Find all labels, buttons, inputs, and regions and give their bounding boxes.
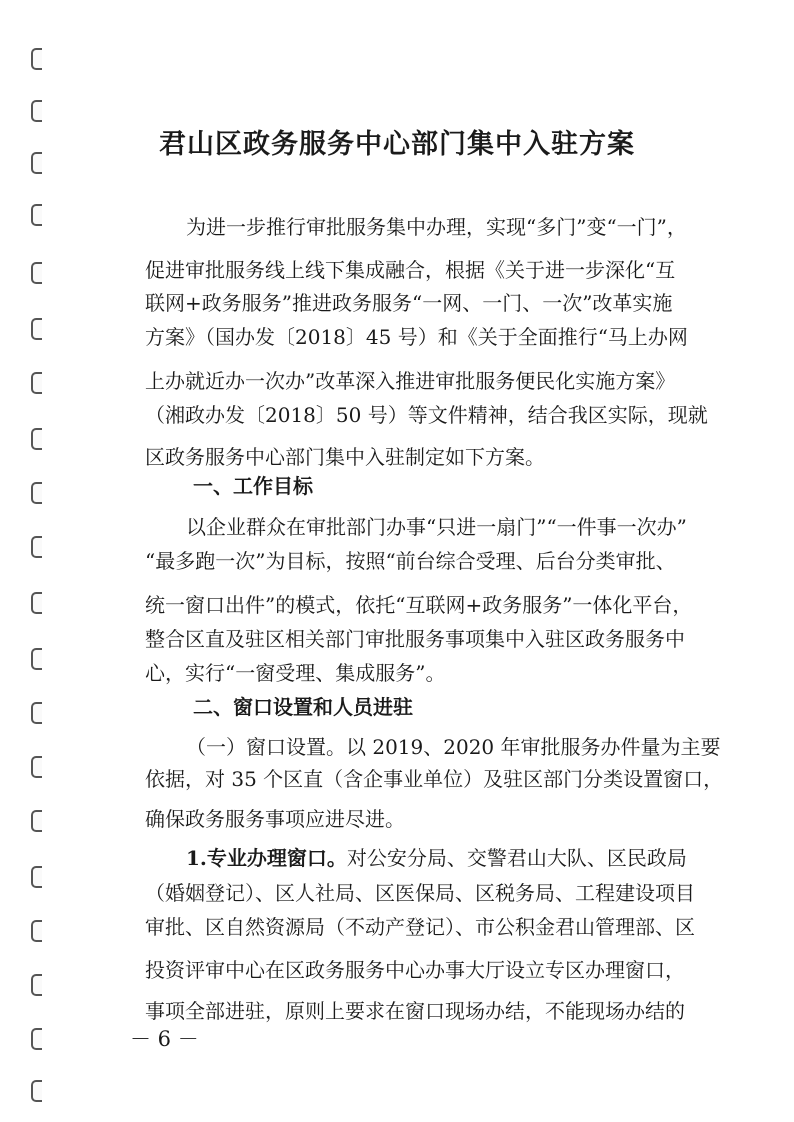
goals-line: “最多跑一次”为目标，按照“前台综合受理、后台分类审批、 xyxy=(145,549,676,573)
binding-hole xyxy=(31,536,42,558)
goals-line: 心，实行“一窗受理、集成服务”。 xyxy=(145,661,446,685)
intro-line: 上办就近办一次办”改革深入推进审批服务便民化实施方案》 xyxy=(145,369,676,393)
goals-line: 整合区直及驻区相关部门审批服务事项集中入驻区政务服务中 xyxy=(145,627,685,651)
binding-hole xyxy=(31,810,42,832)
professional-window-line xyxy=(186,845,687,871)
intro-line: 区政务服务中心部门集中入驻制定如下方案。 xyxy=(145,445,545,469)
page-number: － 6 － xyxy=(130,1027,199,1051)
professional-window-line: （婚姻登记）、区人社局、区医保局、区税务局、工程建设项目 xyxy=(145,881,695,905)
binding-hole xyxy=(31,974,42,996)
goals-line: 以企业群众在审批部门办事“只进一扇门”“一件事一次办” xyxy=(186,515,687,539)
binding-hole xyxy=(31,262,42,284)
binding-hole xyxy=(31,482,42,504)
intro-line: 促进审批服务线上线下集成融合，根据《关于进一步深化“互 xyxy=(145,258,676,282)
window-setup-text: 以 2019、2020 年审批服务办件量为主要 xyxy=(346,735,721,759)
window-setup-line: 依据，对 35 个区直（含企事业单位）及驻区部门分类设置窗口， xyxy=(145,767,724,791)
binding-holes xyxy=(26,0,46,1122)
section-heading-windows: 二、窗口设置和人员进驻 xyxy=(193,695,413,719)
binding-hole xyxy=(31,592,42,614)
binding-hole xyxy=(31,866,42,888)
window-setup-line: 确保政务服务事项应进尽进。 xyxy=(145,807,405,831)
section-heading-goals: 一、工作目标 xyxy=(193,474,313,498)
binding-hole xyxy=(31,100,42,122)
professional-window-line: 审批、区自然资源局（不动产登记）、市公积金君山管理部、区 xyxy=(145,915,695,939)
document-title: 君山区政务服务中心部门集中入驻方案 xyxy=(159,129,635,160)
window-setup-line xyxy=(186,734,721,760)
binding-hole xyxy=(31,756,42,778)
binding-hole xyxy=(31,1028,42,1050)
professional-window-line: 投资评审中心在区政务服务中心办事大厅设立专区办理窗口， xyxy=(145,958,685,982)
intro-line: 方案》（国办发〔2018〕45 号）和《关于全面推行“马上办网 xyxy=(145,325,688,349)
goals-line: 统一窗口出件”的模式，依托“互联网+政务服务”一体化平台， xyxy=(145,593,693,617)
professional-window-text: 对公安分局、交警君山大队、区民政局 xyxy=(346,846,687,870)
binding-hole xyxy=(31,372,42,394)
binding-hole xyxy=(31,1080,42,1102)
intro-line: 联网+政务服务”推进政务服务“一网、一门、一次”改革实施 xyxy=(145,291,673,315)
binding-hole xyxy=(31,48,42,70)
binding-hole xyxy=(31,428,42,450)
intro-line: （湘政办发〔2018〕50 号）等文件精神，结合我区实际，现就 xyxy=(145,403,708,427)
binding-hole xyxy=(31,318,42,340)
window-setup-lead: （一）窗口设置。 xyxy=(186,735,346,759)
binding-hole xyxy=(31,204,42,226)
professional-window-lead: 1.专业办理窗口。 xyxy=(186,846,347,870)
professional-window-line: 事项全部进驻，原则上要求在窗口现场办结，不能现场办结的 xyxy=(145,999,685,1023)
intro-line: 为进一步推行审批服务集中办理，实现“多门”变“一门”， xyxy=(186,215,687,239)
binding-hole xyxy=(31,920,42,942)
binding-hole xyxy=(31,648,42,670)
binding-hole xyxy=(31,702,42,724)
